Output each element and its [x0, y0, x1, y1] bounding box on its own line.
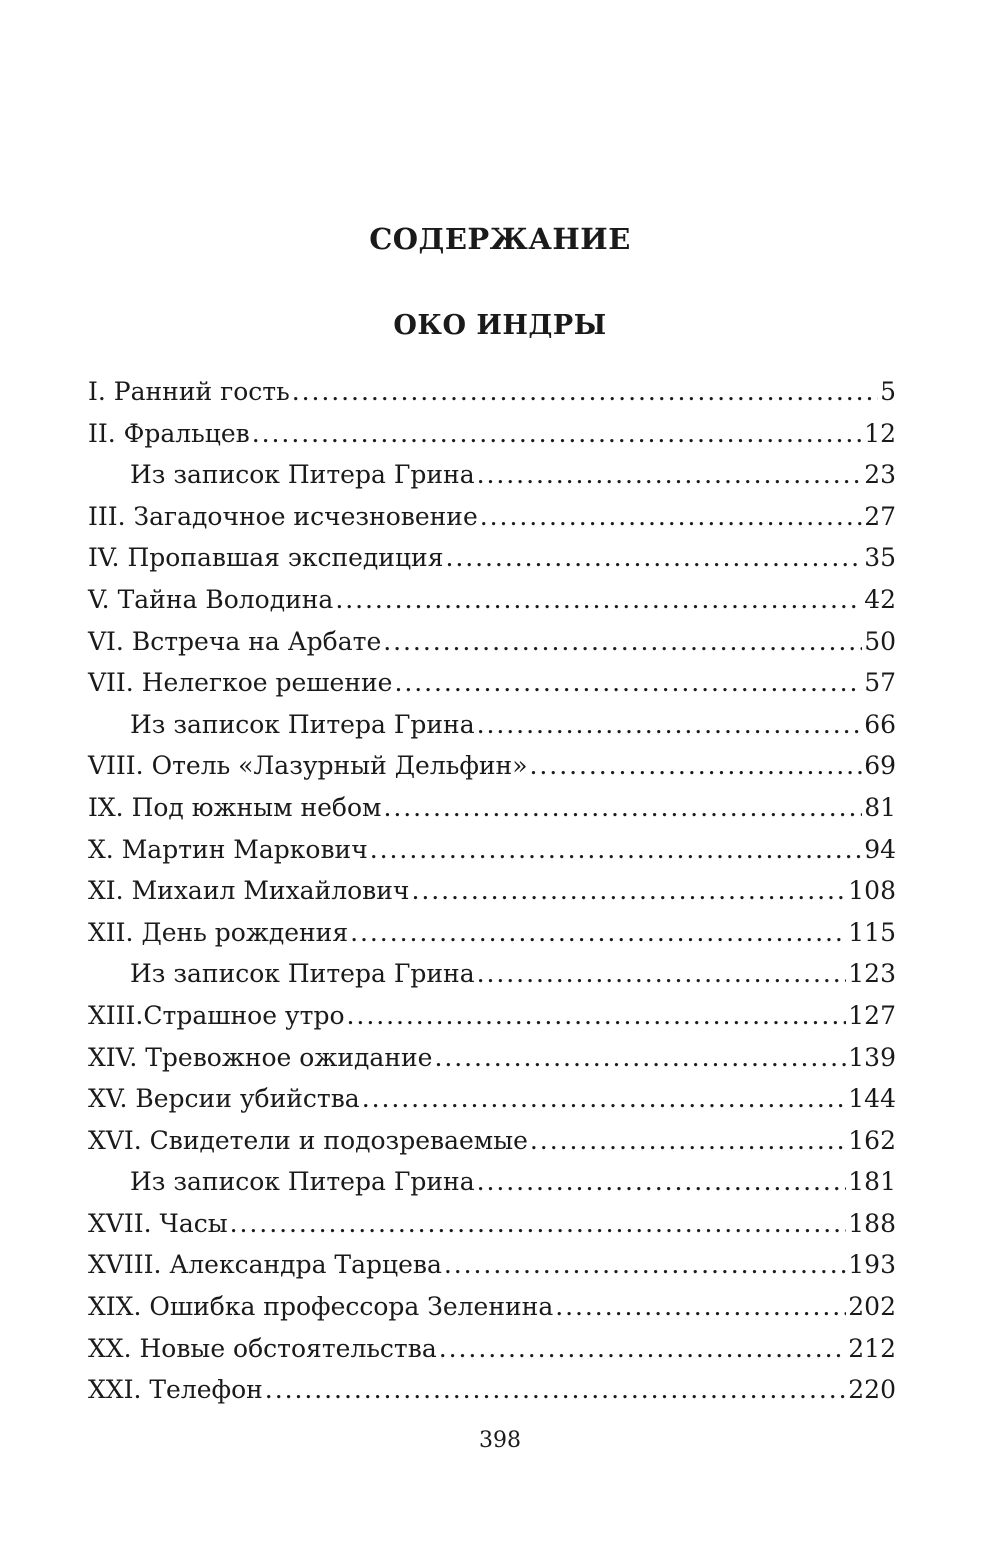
toc-entry-page: 220	[848, 1375, 896, 1405]
toc-entry-title: X. Мартин Маркович	[88, 834, 368, 864]
toc-entry	[88, 413, 896, 455]
toc-dot-leader	[530, 1120, 846, 1162]
toc-dot-leader	[292, 371, 878, 413]
toc-entry-title: VII. Нелегкое решение	[88, 668, 393, 698]
book-title: ОКО ИНДРЫ	[393, 310, 607, 341]
toc-entry-page: 202	[848, 1292, 896, 1322]
toc-entry	[88, 1369, 896, 1411]
toc-entry	[88, 496, 896, 538]
table-of-contents	[88, 371, 896, 1411]
toc-entry-page: 127	[848, 1000, 896, 1030]
toc-entry-title: XVIII. Александра Тарцева	[88, 1250, 442, 1280]
toc-entry-title: VI. Встреча на Арбате	[88, 626, 382, 656]
toc-entry-page: 69	[864, 751, 896, 781]
toc-entry-page: 162	[848, 1125, 896, 1155]
toc-entry-title: IV. Пропавшая экспедиция	[88, 543, 444, 573]
toc-entry-title: XII. День рождения	[88, 917, 349, 947]
toc-entry	[88, 745, 896, 787]
toc-dot-leader	[530, 745, 863, 787]
toc-entry-page: 115	[848, 917, 896, 947]
toc-entry	[88, 662, 896, 704]
toc-dot-leader	[480, 496, 862, 538]
toc-entry-title: XIII.Страшное утро	[88, 1000, 345, 1030]
toc-dot-leader	[394, 662, 862, 704]
toc-entry	[88, 1244, 896, 1286]
toc-dot-leader	[335, 579, 862, 621]
toc-dot-leader	[555, 1286, 846, 1328]
toc-entry-page: 12	[864, 418, 896, 448]
toc-dot-leader	[439, 1328, 847, 1370]
toc-dot-leader	[477, 704, 863, 746]
toc-entry-title: VIII. Отель «Лазурный Дельфин»	[88, 751, 528, 781]
toc-entry-page: 5	[880, 377, 896, 406]
toc-entry-page: 139	[848, 1042, 896, 1072]
toc-entry-title: XIX. Ошибка профессора Зеленина	[88, 1292, 554, 1322]
toc-entry	[88, 371, 896, 413]
toc-dot-leader	[477, 454, 863, 496]
toc-dot-leader	[411, 870, 846, 912]
toc-entry-title: IX. Под южным небом	[88, 792, 382, 822]
toc-entry-title: XVI. Свидетели и подозреваемые	[88, 1125, 528, 1155]
toc-dot-leader	[347, 995, 847, 1037]
toc-dot-leader	[477, 1161, 847, 1203]
toc-dot-leader	[230, 1203, 847, 1245]
toc-entry-title: XVII. Часы	[88, 1208, 228, 1238]
toc-entry	[88, 1078, 896, 1120]
toc-dot-leader	[383, 621, 862, 663]
toc-entry	[88, 870, 896, 912]
toc-dot-leader	[362, 1078, 847, 1120]
toc-entry	[88, 829, 896, 871]
toc-entry-page: 188	[848, 1208, 896, 1238]
toc-dot-leader	[444, 1244, 846, 1286]
toc-dot-leader	[477, 953, 847, 995]
contents-heading: СОДЕРЖАНИЕ	[369, 222, 631, 256]
toc-entry	[88, 1120, 896, 1162]
toc-dot-leader	[445, 537, 862, 579]
toc-entry-page: 66	[864, 709, 896, 739]
toc-dot-leader	[350, 912, 846, 954]
toc-entry-title: Из записок Питера Грина	[130, 709, 475, 739]
toc-entry-page: 35	[864, 543, 896, 573]
toc-entry-page: 42	[864, 584, 896, 614]
toc-entry-page: 108	[848, 876, 896, 906]
toc-entry-page: 94	[864, 834, 896, 864]
toc-entry-title: Из записок Питера Грина	[130, 460, 475, 490]
toc-entry-title: XXI. Телефон	[88, 1375, 263, 1405]
toc-entry-title: XX. Новые обстоятельства	[88, 1333, 437, 1363]
toc-entry-title: Из записок Питера Грина	[130, 1167, 475, 1197]
toc-entry	[88, 1286, 896, 1328]
toc-entry-page: 212	[848, 1333, 896, 1363]
toc-dot-leader	[370, 829, 862, 871]
toc-subentry	[88, 704, 896, 746]
toc-entry-title: XI. Михаил Михайлович	[88, 876, 410, 906]
toc-entry-title: I. Ранний гость	[88, 377, 290, 406]
toc-subentry	[88, 953, 896, 995]
toc-dot-leader	[252, 413, 862, 455]
toc-entry	[88, 912, 896, 954]
toc-entry	[88, 1203, 896, 1245]
toc-entry-page: 50	[864, 626, 896, 656]
toc-entry-title: Из записок Питера Грина	[130, 959, 475, 989]
toc-entry-title: II. Фральцев	[88, 418, 250, 448]
toc-entry	[88, 1037, 896, 1079]
toc-entry-page: 123	[848, 959, 896, 989]
toc-entry	[88, 787, 896, 829]
toc-entry	[88, 579, 896, 621]
toc-subentry	[88, 454, 896, 496]
toc-entry-page: 144	[848, 1084, 896, 1114]
page-number: 398	[479, 1428, 521, 1453]
toc-dot-leader	[265, 1369, 846, 1411]
toc-entry	[88, 995, 896, 1037]
toc-entry-page: 181	[848, 1167, 896, 1197]
toc-dot-leader	[383, 787, 862, 829]
toc-entry-page: 193	[848, 1250, 896, 1280]
toc-entry-title: V. Тайна Володина	[88, 584, 334, 614]
toc-entry-title: III. Загадочное исчезновение	[88, 501, 478, 531]
toc-entry	[88, 537, 896, 579]
toc-entry	[88, 621, 896, 663]
toc-entry-page: 23	[864, 460, 896, 490]
toc-dot-leader	[434, 1037, 846, 1079]
toc-entry-page: 81	[864, 792, 896, 822]
toc-entry	[88, 1328, 896, 1370]
toc-entry-title: XIV. Тревожное ожидание	[88, 1042, 433, 1072]
toc-subentry	[88, 1161, 896, 1203]
toc-entry-page: 57	[864, 668, 896, 698]
toc-entry-title: XV. Версии убийства	[88, 1084, 360, 1114]
toc-entry-page: 27	[864, 501, 896, 531]
